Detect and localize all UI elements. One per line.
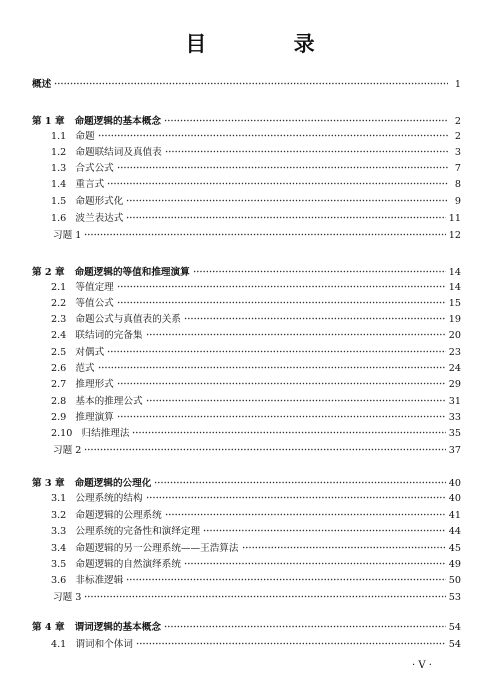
toc-entry bbox=[51, 210, 461, 224]
toc-entry-page: 1 bbox=[454, 79, 461, 90]
toc-entry-label: 2.3 命题公式与真值表的关系 bbox=[51, 314, 181, 325]
toc-entry-label: 2.4 联结词的完备集 bbox=[51, 330, 143, 341]
toc-entry-page: 11 bbox=[448, 213, 461, 224]
toc-entry bbox=[51, 425, 461, 439]
toc-entry-label: 第 2 章 命题逻辑的等值和推理演算 bbox=[32, 267, 190, 278]
page-number-footer: · V · bbox=[412, 660, 432, 671]
toc-entry bbox=[51, 556, 461, 570]
toc-entry-label: 3.3 公理系统的完备性和演绎定理 bbox=[51, 526, 201, 537]
toc-entry-label: 1.2 命题联结词及真值表 bbox=[51, 147, 162, 158]
dot-leader bbox=[184, 314, 446, 323]
toc-entry bbox=[51, 193, 461, 207]
toc-entry-label: 2.1 等值定理 bbox=[51, 282, 114, 293]
toc-entry-label: 4.1 谓词和个体词 bbox=[51, 639, 133, 650]
toc-entry-page: 50 bbox=[448, 575, 461, 586]
dot-leader bbox=[117, 379, 446, 388]
toc-entry bbox=[51, 295, 461, 309]
toc-entry-page: 54 bbox=[448, 622, 461, 633]
toc-entry-label: 3.6 非标准逻辑 bbox=[51, 575, 124, 586]
toc-entry-page: 14 bbox=[448, 282, 461, 293]
toc-entry-label: 3.1 公理系统的结构 bbox=[51, 493, 143, 504]
toc-entry-page: 12 bbox=[448, 230, 461, 241]
toc-entry-label: 第 1 章 命题逻辑的基本概念 bbox=[32, 116, 161, 127]
toc-entry bbox=[32, 76, 461, 90]
toc-entry-page: 40 bbox=[448, 478, 461, 489]
toc-entry bbox=[32, 113, 461, 127]
toc-entry-label: 概述 bbox=[32, 79, 52, 90]
toc-entry-label: 2.5 对偶式 bbox=[51, 347, 105, 358]
toc-entry bbox=[51, 572, 461, 586]
dot-leader bbox=[136, 639, 446, 648]
toc-entry bbox=[32, 475, 461, 489]
toc-entry-page: 2 bbox=[454, 131, 461, 142]
toc-entry-page: 2 bbox=[454, 116, 461, 127]
dot-leader bbox=[146, 396, 446, 405]
dot-leader bbox=[84, 445, 445, 454]
toc-entry-page: 40 bbox=[448, 493, 461, 504]
toc-entry-page: 53 bbox=[448, 592, 461, 603]
toc-entry-label: 2.7 推理形式 bbox=[51, 379, 114, 390]
toc-entry-page: 23 bbox=[448, 347, 461, 358]
toc-entry bbox=[51, 311, 461, 325]
dot-leader bbox=[126, 196, 448, 205]
toc-entry-page: 3 bbox=[454, 147, 461, 158]
toc-entry bbox=[51, 360, 461, 374]
toc-entry bbox=[51, 409, 461, 423]
dot-leader bbox=[165, 147, 448, 156]
toc-entry-page: 19 bbox=[448, 314, 461, 325]
toc-entry-page: 45 bbox=[448, 543, 461, 554]
toc-entry-page: 15 bbox=[448, 298, 461, 309]
dot-leader bbox=[107, 347, 446, 356]
toc-entry-label: 2.10 归结推理法 bbox=[51, 428, 130, 439]
toc-entry-page: 35 bbox=[448, 428, 461, 439]
toc-entry-label: 1.4 重言式 bbox=[51, 179, 105, 190]
toc-entry bbox=[51, 523, 461, 537]
toc-entry-page: 33 bbox=[448, 412, 461, 423]
toc-entry bbox=[51, 540, 461, 554]
toc-entry-page: 54 bbox=[448, 639, 461, 650]
dot-leader bbox=[164, 622, 446, 631]
toc-entry-page: 31 bbox=[448, 396, 461, 407]
toc-entry-label: 3.2 命题逻辑的公理系统 bbox=[51, 510, 162, 521]
toc-entry-label: 第 4 章 谓词逻辑的基本概念 bbox=[32, 622, 161, 633]
dot-leader bbox=[242, 543, 446, 552]
toc-entry bbox=[51, 327, 461, 341]
toc-entry bbox=[51, 393, 461, 407]
toc-entry bbox=[51, 279, 461, 293]
toc-entry-page: 29 bbox=[448, 379, 461, 390]
toc-entry bbox=[53, 227, 461, 241]
dot-leader bbox=[146, 493, 446, 502]
toc-entry bbox=[53, 442, 461, 456]
toc-entry bbox=[51, 507, 461, 521]
toc-entry-label: 1.1 命题 bbox=[51, 131, 95, 142]
dot-leader bbox=[107, 179, 448, 188]
dot-leader bbox=[154, 478, 445, 487]
toc-entry bbox=[51, 176, 461, 190]
dot-leader bbox=[126, 575, 445, 584]
dot-leader bbox=[126, 213, 445, 222]
toc-entry bbox=[51, 344, 461, 358]
toc-entry bbox=[51, 376, 461, 390]
dot-leader bbox=[132, 428, 445, 437]
toc-entry-label: 2.2 等值公式 bbox=[51, 298, 114, 309]
toc-entry-page: 9 bbox=[454, 196, 461, 207]
toc-entry-label: 1.6 波兰表达式 bbox=[51, 213, 124, 224]
page-title: 目 录 bbox=[185, 32, 355, 56]
toc-entry bbox=[51, 160, 461, 174]
dot-leader bbox=[117, 412, 446, 421]
toc-entry-label: 习题 1 bbox=[53, 230, 82, 241]
toc-entry-label: 3.4 命题逻辑的另一公理系统——王浩算法 bbox=[51, 543, 239, 554]
toc-entry-label: 2.6 范式 bbox=[51, 363, 95, 374]
toc-entry-page: 20 bbox=[448, 330, 461, 341]
dot-leader bbox=[117, 163, 448, 172]
dot-leader bbox=[117, 298, 446, 307]
toc-entry-page: 44 bbox=[448, 526, 461, 537]
dot-leader bbox=[164, 116, 448, 125]
toc-entry-label: 2.9 推理演算 bbox=[51, 412, 114, 423]
dot-leader bbox=[54, 79, 448, 88]
dot-leader bbox=[203, 526, 446, 535]
toc-entry-label: 2.8 基本的推理公式 bbox=[51, 396, 143, 407]
dot-leader bbox=[184, 559, 446, 568]
dot-leader bbox=[84, 592, 445, 601]
toc-entry bbox=[51, 144, 461, 158]
toc-entry-page: 49 bbox=[448, 559, 461, 570]
toc-entry bbox=[53, 589, 461, 603]
toc-entry-page: 24 bbox=[448, 363, 461, 374]
toc-entry-page: 8 bbox=[454, 179, 461, 190]
toc-entry-page: 7 bbox=[454, 163, 461, 174]
toc-entry bbox=[51, 128, 461, 142]
dot-leader bbox=[165, 510, 446, 519]
toc-entry-label: 习题 3 bbox=[53, 592, 82, 603]
dot-leader bbox=[84, 230, 445, 239]
toc-entry-page: 37 bbox=[448, 445, 461, 456]
toc-entry bbox=[51, 490, 461, 504]
toc-entry-label: 习题 2 bbox=[53, 445, 82, 456]
toc-entry-page: 14 bbox=[448, 267, 461, 278]
dot-leader bbox=[98, 363, 446, 372]
dot-leader bbox=[193, 267, 446, 276]
toc-entry-label: 1.5 命题形式化 bbox=[51, 196, 124, 207]
toc-entry bbox=[51, 636, 461, 650]
dot-leader bbox=[146, 330, 446, 339]
toc-entry bbox=[32, 264, 461, 278]
toc-entry-label: 第 3 章 命题逻辑的公理化 bbox=[32, 478, 152, 489]
toc-entry-label: 1.3 合式公式 bbox=[51, 163, 114, 174]
dot-leader bbox=[117, 282, 446, 291]
toc-entry-page: 41 bbox=[448, 510, 461, 521]
toc-entry bbox=[32, 619, 461, 633]
dot-leader bbox=[98, 131, 448, 140]
toc-entry-label: 3.5 命题逻辑的自然演绎系统 bbox=[51, 559, 181, 570]
